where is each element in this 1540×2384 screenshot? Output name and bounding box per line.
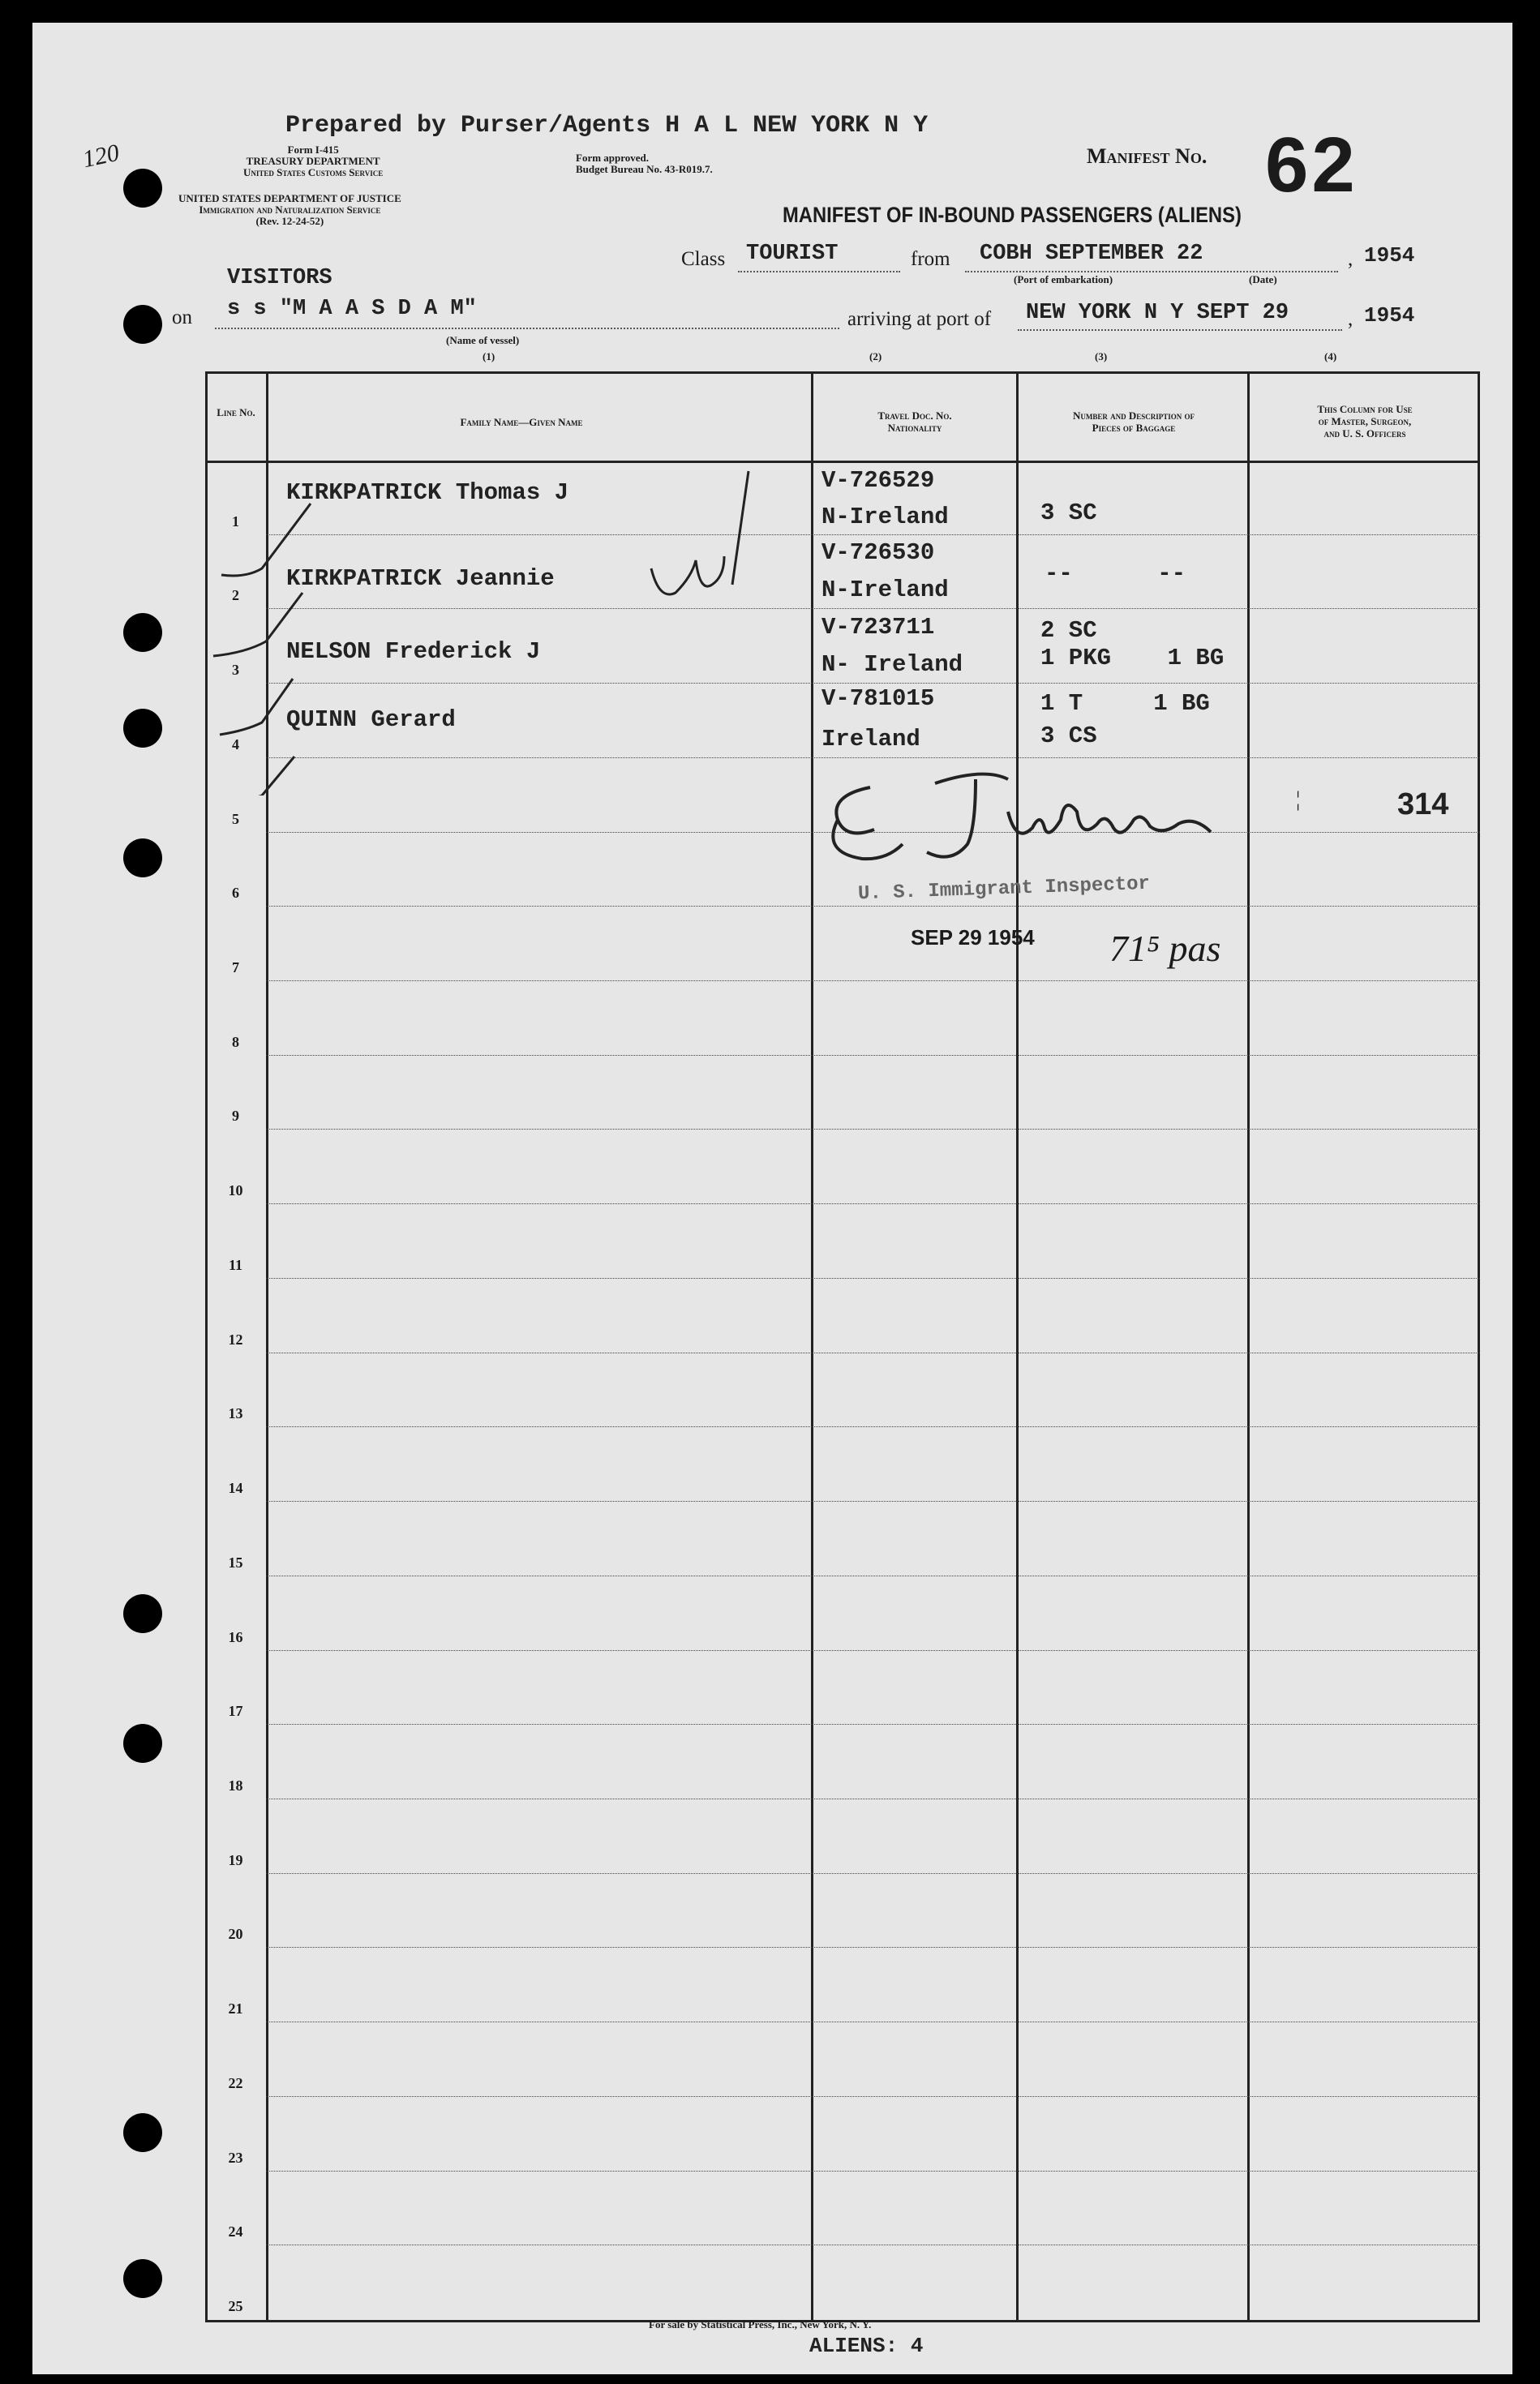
form-approved-line: Form approved. — [576, 152, 650, 164]
arriving-label: arriving at port of — [847, 308, 992, 330]
header-nationality: Nationality — [887, 422, 942, 434]
passenger-4-doc: V-781015 — [821, 685, 935, 712]
year-prefix: , — [1348, 248, 1353, 270]
header-travel-doc — [821, 409, 1008, 434]
treasury-dept: TREASURY DEPARTMENT — [246, 155, 380, 167]
line-number: 20 — [228, 1926, 243, 1943]
name-pen-marks — [635, 463, 765, 625]
arrival-port: NEW YORK N Y SEPT 29 — [1026, 301, 1289, 325]
vessel-name: s s "M A A S D A M" — [227, 297, 477, 321]
passenger-2-doc: V-726530 — [821, 539, 935, 566]
header-officers-line2: of Master, Surgeon, — [1318, 415, 1412, 427]
year-2: 1954 — [1364, 303, 1415, 328]
revision-date: (Rev. 12-24-52) — [255, 215, 324, 227]
table-row — [205, 1130, 1480, 1204]
doj-title: UNITED STATES DEPARTMENT OF JUSTICE — [178, 192, 401, 204]
passenger-4-baggage-2: 3 CS — [1040, 722, 1097, 749]
punch-hole — [123, 305, 162, 344]
form-number: Form I-415 — [287, 144, 339, 156]
from-value: COBH SEPTEMBER 22 — [980, 242, 1203, 266]
table-row — [205, 1948, 1480, 2022]
table-row — [205, 1799, 1480, 1874]
line-number: 3 — [232, 662, 239, 679]
line-number: 18 — [228, 1777, 243, 1794]
manifest-title: MANIFEST OF IN-BOUND PASSENGERS (ALIENS) — [783, 203, 1242, 227]
table-row — [205, 1427, 1480, 1502]
line-number: 14 — [228, 1480, 243, 1497]
budget-bureau-line: Budget Bureau No. 43-R019.7. — [576, 163, 713, 175]
line-number: 15 — [228, 1554, 243, 1571]
class-label: Class — [681, 248, 726, 270]
table-row — [205, 981, 1480, 1056]
passenger-4-name: QUINN Gerard — [286, 706, 456, 733]
passenger-2-baggage: -- -- — [1045, 560, 1186, 587]
passenger-4-baggage-1: 1 T 1 BG — [1040, 690, 1210, 717]
punch-hole — [123, 2113, 162, 2152]
punch-hole — [123, 2259, 162, 2298]
class-underline — [738, 271, 900, 272]
printer-credit: For sale by Statistical Press, Inc., New York, N. Y. — [649, 2318, 872, 2330]
year-1: 1954 — [1364, 243, 1415, 268]
visitors-label: VISITORS — [227, 266, 332, 290]
port-embark-caption: (Port of embarkation) — [1014, 273, 1113, 285]
header-baggage-line1: Number and Description of — [1072, 409, 1195, 422]
line-number: 21 — [228, 2000, 243, 2017]
col-number-2: (2) — [869, 350, 882, 362]
header-baggage — [1024, 409, 1243, 434]
table-row — [205, 1279, 1480, 1353]
line-number: 8 — [232, 1033, 239, 1050]
vessel-caption: (Name of vessel) — [446, 334, 520, 346]
punch-hole — [123, 709, 162, 748]
table-row — [205, 1502, 1480, 1576]
table-row — [205, 1725, 1480, 1799]
table-row — [205, 1204, 1480, 1279]
ins-title: Immigration and Naturalization Service — [199, 204, 381, 216]
header-officers-line1: This Column for Use — [1317, 403, 1413, 415]
table-row — [205, 1353, 1480, 1428]
table-header — [205, 374, 1480, 463]
line-number: 10 — [228, 1182, 243, 1199]
header-line-no: Line No. — [217, 406, 255, 418]
from-underline — [965, 271, 1338, 272]
line-number: 24 — [228, 2223, 243, 2240]
table-row — [205, 1576, 1480, 1651]
punch-hole — [123, 1724, 162, 1763]
passenger-3-baggage-1: 2 SC — [1040, 617, 1097, 644]
punch-hole — [123, 613, 162, 652]
vessel-underline — [215, 328, 839, 329]
manifest-number: 62 — [1265, 122, 1358, 208]
passenger-3-name: NELSON Frederick J — [286, 638, 541, 665]
punch-hole — [123, 169, 162, 208]
line-number: 25 — [228, 2297, 243, 2314]
on-label: on — [172, 307, 192, 328]
header-officers — [1255, 403, 1474, 439]
table-row — [205, 2172, 1480, 2246]
table-row — [205, 2022, 1480, 2097]
form-block — [243, 144, 383, 178]
passenger-4-nationality: Ireland — [821, 726, 920, 753]
inspector-title: U. S. Immigrant Inspector — [857, 873, 1151, 906]
line-number: 9 — [232, 1108, 239, 1125]
table-row — [205, 1874, 1480, 1949]
header-travel-doc-no: Travel Doc. No. — [877, 409, 952, 422]
line-number: 2 — [232, 587, 239, 604]
table-row — [205, 1651, 1480, 1726]
punch-hole — [123, 838, 162, 877]
passenger-3-baggage-2: 1 PKG 1 BG — [1040, 645, 1225, 671]
officer-number: 314 — [1397, 787, 1449, 821]
passenger-1-doc: V-726529 — [821, 467, 935, 494]
doj-block — [178, 193, 401, 227]
manifest-page — [32, 23, 1512, 2374]
customs-service: United States Customs Service — [243, 166, 384, 178]
line-number: 12 — [228, 1331, 243, 1348]
class-value: TOURIST — [746, 242, 839, 266]
line-number: 17 — [228, 1703, 243, 1720]
date-caption: (Date) — [1249, 273, 1277, 285]
header-officers-line3: and U. S. Officers — [1323, 427, 1406, 439]
passenger-table — [205, 371, 1480, 2322]
stamp-date: SEP 29 1954 — [911, 925, 1035, 950]
passenger-2-name: KIRKPATRICK Jeannie — [286, 565, 555, 592]
passenger-1-baggage: 3 SC — [1040, 500, 1097, 526]
line-number: 23 — [228, 2149, 243, 2166]
col-number-3: (3) — [1095, 350, 1108, 362]
col-number-4: (4) — [1324, 350, 1337, 362]
line-number: 11 — [228, 1256, 242, 1273]
aliens-count: ALIENS: 4 — [809, 2334, 924, 2358]
table-row — [205, 1056, 1480, 1130]
passenger-1-nationality: N-Ireland — [821, 504, 949, 530]
arrival-underline — [1018, 329, 1342, 331]
line-number: 6 — [232, 885, 239, 902]
inspector-signature — [813, 763, 1235, 868]
table-row — [205, 2245, 1480, 2320]
col-number-1: (1) — [483, 350, 495, 362]
line-number: 19 — [228, 1851, 243, 1868]
header-name: Family Name—Given Name — [460, 416, 583, 428]
line-number: 13 — [228, 1405, 243, 1422]
passenger-3-nationality: N- Ireland — [821, 651, 963, 678]
officer-tick: ¦ — [1296, 787, 1301, 811]
handwritten-count: 71⁵ pas — [1109, 928, 1221, 969]
header-baggage-line2: Pieces of Baggage — [1092, 422, 1176, 434]
line-number: 1 — [232, 512, 239, 530]
passenger-2-nationality: N-Ireland — [821, 577, 949, 603]
line-number: 7 — [232, 959, 239, 976]
passenger-1-name: KIRKPATRICK Thomas J — [286, 479, 569, 506]
form-approved — [576, 152, 713, 175]
line-number: 22 — [228, 2074, 243, 2091]
punch-hole — [123, 1594, 162, 1633]
from-label: from — [911, 248, 950, 270]
line-number: 16 — [228, 1628, 243, 1645]
check-marks — [189, 455, 530, 795]
line-number: 4 — [232, 735, 239, 753]
table-row — [205, 907, 1480, 981]
prepared-by: Prepared by Purser/Agents H A L NEW YORK N Y — [285, 112, 929, 139]
passenger-3-doc: V-723711 — [821, 614, 935, 641]
year-prefix-2: , — [1348, 308, 1353, 330]
manifest-no-label: Manifest No. — [1087, 144, 1208, 168]
line-number: 5 — [232, 810, 239, 827]
margin-note: 120 — [79, 139, 122, 174]
table-row — [205, 2097, 1480, 2172]
